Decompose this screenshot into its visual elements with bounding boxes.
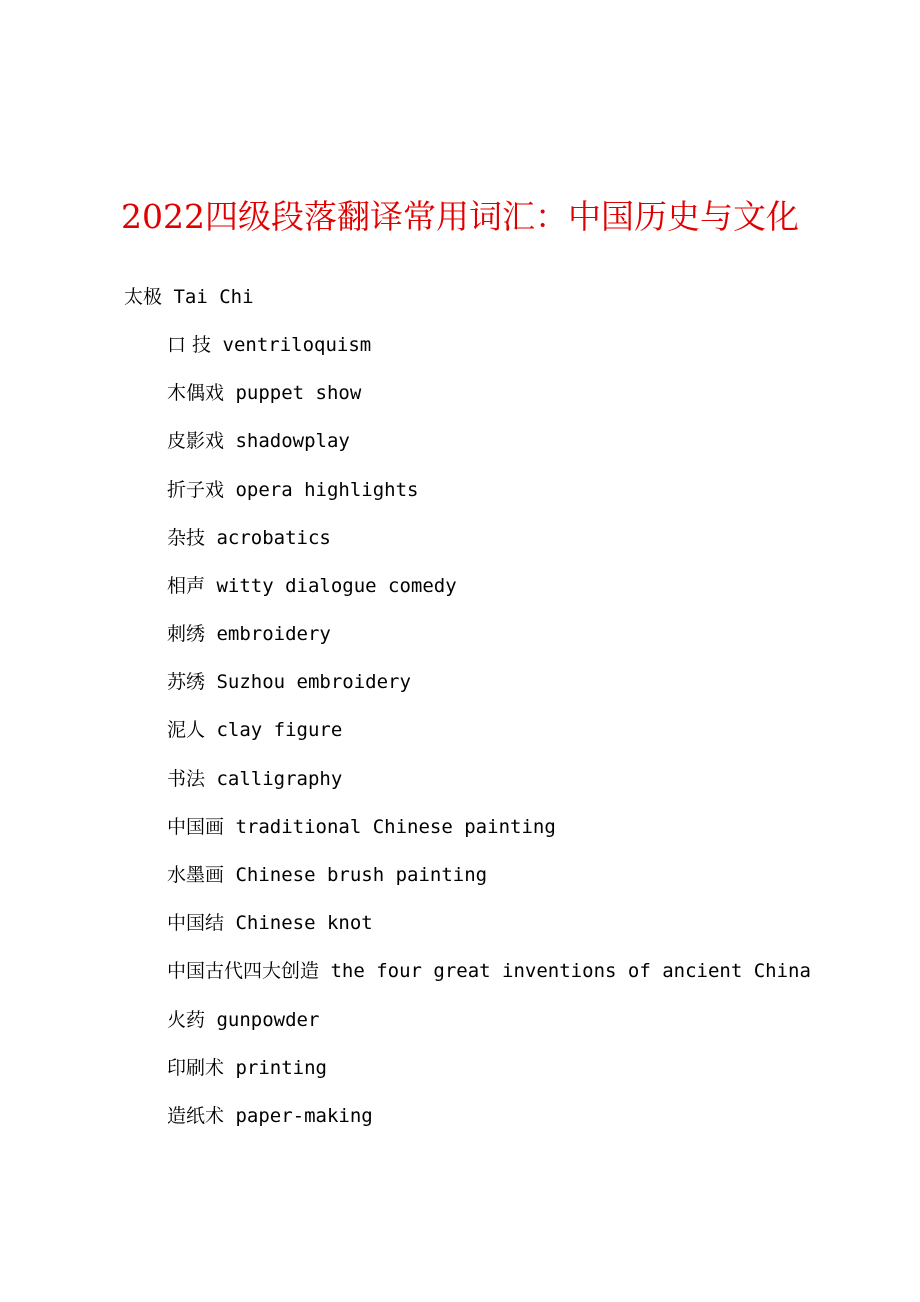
vocab-entry bbox=[167, 766, 342, 792]
chinese-term: 折子戏 bbox=[167, 479, 225, 501]
chinese-term: 泥人 bbox=[167, 719, 206, 741]
vocab-entry bbox=[167, 573, 457, 599]
english-term: Tai Chi bbox=[173, 286, 254, 308]
vocab-entry bbox=[167, 477, 419, 503]
english-term: Suzhou embroidery bbox=[216, 671, 411, 693]
vocab-entry bbox=[167, 669, 411, 695]
english-term: Chinese knot bbox=[235, 912, 373, 934]
chinese-term: 木偶戏 bbox=[167, 382, 225, 404]
vocab-entry bbox=[124, 284, 254, 310]
chinese-term: 中国画 bbox=[167, 816, 225, 838]
chinese-term: 太极 bbox=[124, 286, 163, 308]
chinese-term: 相声 bbox=[167, 575, 206, 597]
english-term: traditional Chinese painting bbox=[235, 816, 556, 838]
vocab-entry bbox=[167, 1007, 319, 1033]
chinese-term: 苏绣 bbox=[167, 671, 206, 693]
chinese-term: 刺绣 bbox=[167, 623, 206, 645]
chinese-term: 印刷术 bbox=[167, 1057, 225, 1079]
english-term: witty dialogue comedy bbox=[216, 575, 457, 597]
chinese-term: 中国结 bbox=[167, 912, 225, 934]
english-term: acrobatics bbox=[216, 527, 331, 549]
chinese-term: 口 技 bbox=[167, 334, 212, 356]
english-term: gunpowder bbox=[216, 1009, 320, 1031]
english-term: embroidery bbox=[216, 623, 331, 645]
vocab-entry bbox=[167, 862, 487, 888]
english-term: printing bbox=[235, 1057, 327, 1079]
vocab-entry bbox=[167, 910, 373, 936]
vocab-entry bbox=[167, 814, 556, 840]
vocab-entry bbox=[167, 717, 342, 743]
english-term: Chinese brush painting bbox=[235, 864, 488, 886]
english-term: ventriloquism bbox=[222, 334, 372, 356]
chinese-term: 火药 bbox=[167, 1009, 206, 1031]
vocab-entry bbox=[167, 428, 350, 454]
vocab-entry bbox=[167, 1055, 327, 1081]
document-title: 2022四级段落翻译常用词汇：中国历史与文化 bbox=[121, 197, 799, 236]
english-term: paper-making bbox=[235, 1105, 373, 1127]
chinese-term: 杂技 bbox=[167, 527, 206, 549]
chinese-term: 水墨画 bbox=[167, 864, 225, 886]
english-term: clay figure bbox=[216, 719, 343, 741]
chinese-term: 中国古代四大创造 bbox=[167, 960, 320, 982]
vocab-entry bbox=[167, 525, 331, 551]
chinese-term: 造纸术 bbox=[167, 1105, 225, 1127]
english-term: the four great inventions of ancient China bbox=[330, 960, 811, 982]
vocab-entry bbox=[167, 621, 331, 647]
english-term: calligraphy bbox=[216, 768, 343, 790]
english-term: opera highlights bbox=[235, 479, 419, 501]
chinese-term: 书法 bbox=[167, 768, 206, 790]
chinese-term: 皮影戏 bbox=[167, 430, 225, 452]
vocab-entry bbox=[167, 958, 811, 984]
english-term: shadowplay bbox=[235, 430, 350, 452]
english-term: puppet show bbox=[235, 382, 362, 404]
vocab-entry bbox=[167, 332, 371, 358]
vocab-entry bbox=[167, 380, 361, 406]
vocab-entry bbox=[167, 1103, 373, 1129]
